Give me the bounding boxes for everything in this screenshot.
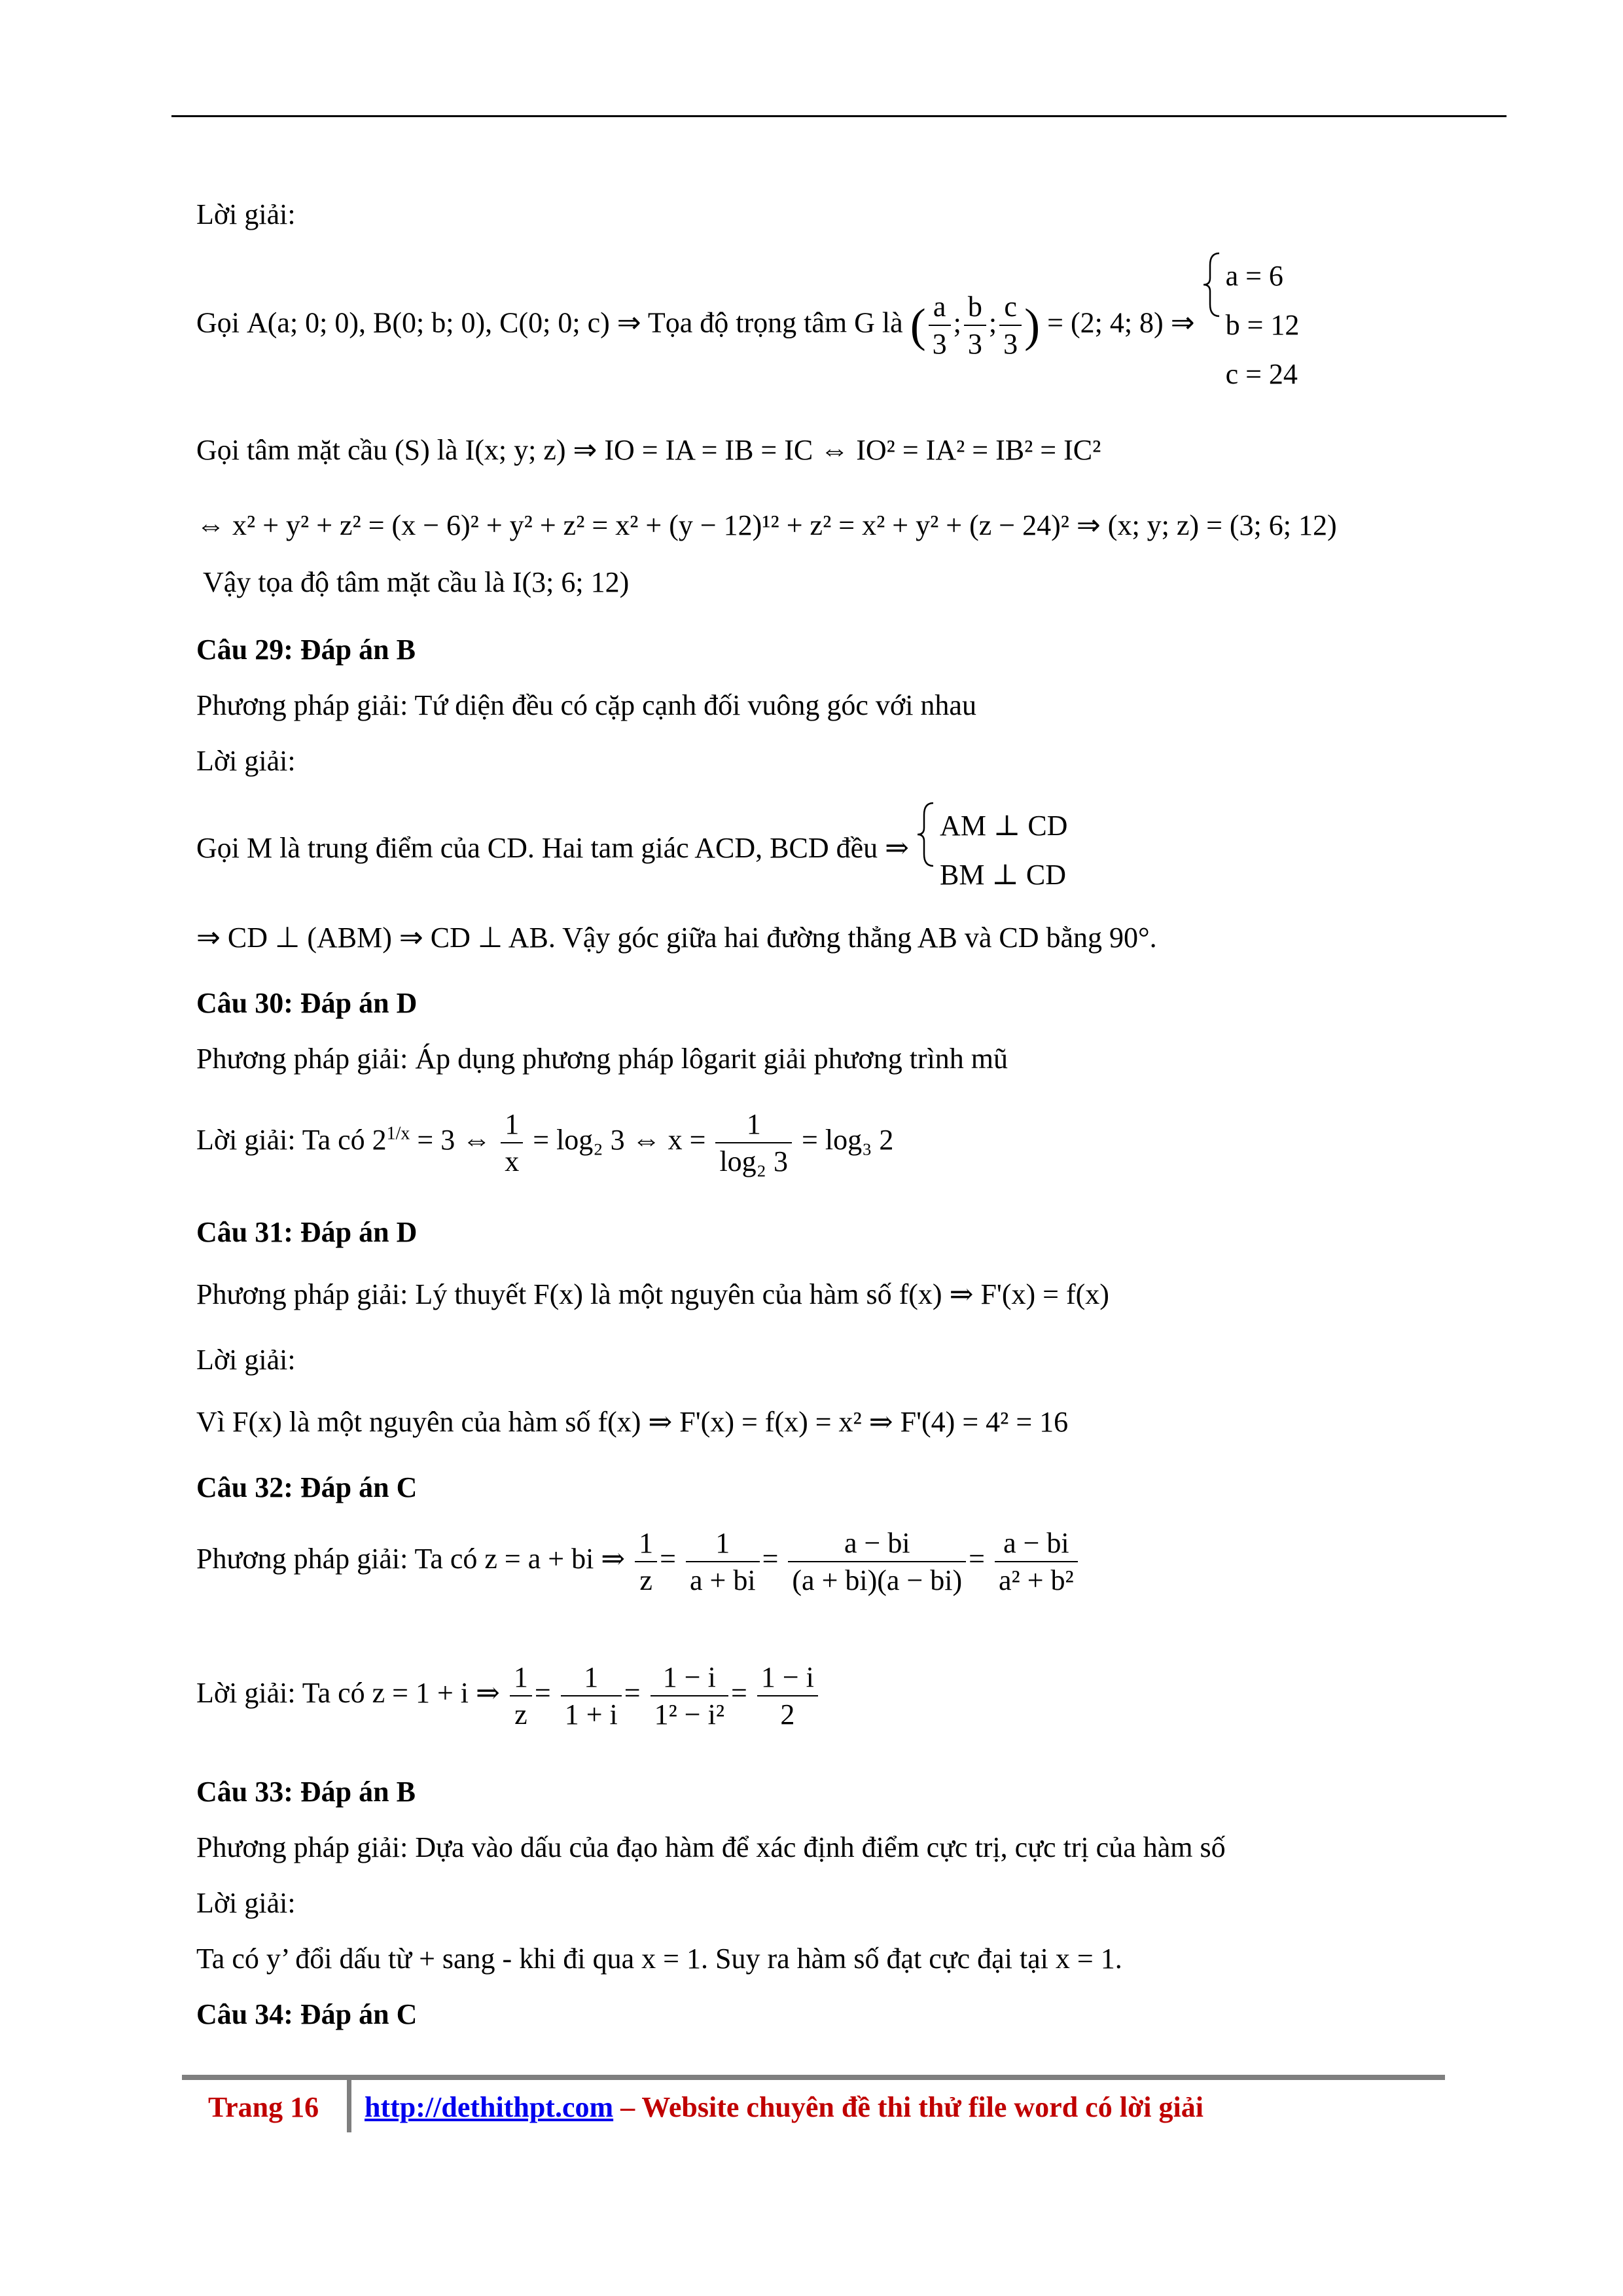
q29-conc-eq: ⇒ CD ⊥ (ABM) ⇒ CD ⊥ AB.	[196, 922, 556, 954]
q32-frac3: $\frac{a - bi}{(a + bi)(a - bi)}$	[788, 1525, 966, 1598]
q34-heading: Câu 34: Đáp án C	[196, 1998, 418, 2030]
sys-row-bm: BM ⊥ CD	[940, 858, 1067, 891]
frac-c3: $\frac{c}{3}$	[999, 289, 1022, 362]
q30-base: 2	[372, 1124, 387, 1157]
sys-row-am: AM ⊥ CD	[940, 810, 1068, 842]
sphere-s: (S)	[395, 434, 430, 466]
q30-frac1: $\frac{1}{x}$	[501, 1106, 523, 1179]
q29-angle: 90°.	[1109, 922, 1157, 954]
q29-heading: Câu 29: Đáp án B	[196, 634, 416, 666]
q32-gfrac4: $\frac{1 - i}{2}$	[757, 1659, 818, 1732]
conclusion-text: Vậy tọa độ tâm mặt cầu là	[203, 566, 505, 598]
q29-conc-text: Vậy góc giữa hai đường thẳng AB và CD bằng	[562, 922, 1103, 954]
brace-icon	[1202, 252, 1222, 317]
q30-frac2: $\frac{1}{\text{log₂ 3}}$	[715, 1106, 792, 1179]
q29-method: Phương pháp giải: Tứ diện đều có cặp cạnh đối vuông góc với nhau	[196, 689, 976, 721]
q32-gfrac3: $\frac{1 - i}{\text{1² − i²}}$	[651, 1659, 728, 1732]
footer-text	[365, 2089, 1204, 2125]
q30-lg: Lời giải: Ta có	[196, 1124, 365, 1157]
loi-giai-label: Lời giải:	[196, 198, 296, 230]
footer-tagline: – Website chuyên đề thi thử file word có lời giải	[613, 2091, 1204, 2123]
q32-frac2: $\frac{1}{a + bi}$	[686, 1525, 760, 1598]
q32-heading: Câu 32: Đáp án C	[196, 1471, 418, 1503]
q30-eq2: = log₂ 3 ⇔ x =	[533, 1124, 706, 1157]
q31-solution-label: Lời giải:	[196, 1344, 296, 1376]
q31-heading: Câu 31: Đáp án D	[196, 1216, 418, 1248]
q30-eq1: = 3 ⇔	[417, 1124, 491, 1157]
q33-solution-label: Lời giải:	[196, 1887, 296, 1919]
perp-system	[916, 802, 1067, 900]
q29-solution-label: Lời giải:	[196, 745, 296, 777]
footer-separator	[347, 2080, 351, 2132]
q29-conclusion	[196, 920, 1157, 956]
q33-method: Phương pháp giải: Dựa vào dấu của đạo hàm để xác định điểm cực trị, cực trị của hàm số	[196, 1831, 1226, 1863]
sphere-la: là	[437, 434, 458, 466]
centroid-tuple: (	[910, 299, 926, 352]
q30-exp: 1/x	[386, 1123, 410, 1144]
goi-prefix: Gọi	[196, 306, 240, 339]
sys-row-a: a = 6	[1225, 260, 1283, 292]
sys-row-c: c = 24	[1225, 357, 1298, 390]
sphere-center-line	[196, 432, 1101, 468]
footer-page-number: Trang 16	[208, 2091, 319, 2123]
q31-solution: Vì F(x) là một nguyên của hàm số f(x) ⇒ F'(x) = f(x) = x² ⇒ F'(4) = 4² = 16	[196, 1406, 1069, 1438]
footer-link[interactable]: http://dethithpt.com	[365, 2091, 614, 2123]
header-rule	[171, 115, 1507, 117]
q29-goi: Gọi M là trung điểm của CD. Hai tam giác ACD, BCD đều ⇒	[196, 831, 910, 864]
brace-icon	[916, 802, 936, 867]
sys-row-b: b = 12	[1225, 308, 1300, 341]
q30-method: Phương pháp giải: Áp dụng phương pháp lôgarit giải phương trình mũ	[196, 1043, 1008, 1075]
centroid-value: = (2; 4; 8) ⇒	[1047, 306, 1195, 339]
centroid-text: Tọa độ trọng tâm G là	[647, 306, 903, 339]
q32-solution: Lời giải: Ta có z = 1 + i ⇒ $\frac{1}{z}$ = $\frac{1}{1 + i}$ = $\frac{1 - i}{\text{1² − i²}}$ = $\frac{1 - i}{2}$	[196, 1659, 821, 1732]
conclusion-line	[203, 564, 629, 600]
sphere-text: Gọi tâm mặt cầu	[196, 434, 388, 466]
q32-method: Phương pháp giải: Ta có z = a + bi ⇒ $\frac{1}{z}$ = $\frac{1}{a + bi}$ = $\frac{a - bi}{(a + bi)(a - bi)}$ = $\frac{a - bi}{\text{a² + b²}}$	[196, 1525, 1080, 1598]
q32-gfrac1: $\frac{1}{z}$	[510, 1659, 532, 1732]
frac-b3: $\frac{b}{3}$	[964, 289, 986, 362]
centroid-line: Gọi A(a; 0; 0), B(0; b; 0), C(0; 0; c) ⇒ Tọa độ trọng tâm G là ( $\frac{a}{3}$ ; $\frac{b}{3}$ ; $\frac{c}{3}$ ) = (2; 4; 8) ⇒ a = 6 b = 12 c = 24	[196, 252, 1299, 399]
q32-ppg: Phương pháp giải: Ta có z = a + bi ⇒	[196, 1543, 626, 1575]
points-abc: A(a; 0; 0), B(0; b; 0), C(0; 0; c) ⇒	[247, 306, 641, 339]
q32-frac1: $\frac{1}{z}$	[635, 1525, 657, 1598]
q32-frac4: $\frac{a - bi}{\text{a² + b²}}$	[995, 1525, 1078, 1598]
q30-eq3: = log₃ 2	[802, 1124, 894, 1157]
q31-method: Phương pháp giải: Lý thuyết F(x) là một nguyên của hàm số f(x) ⇒ F'(x) = f(x)	[196, 1278, 1109, 1310]
footer-rule	[182, 2075, 1445, 2080]
frac-a3: $\frac{a}{3}$	[929, 289, 951, 362]
abc-system	[1202, 252, 1300, 399]
q33-heading: Câu 33: Đáp án B	[196, 1776, 416, 1808]
q33-solution: Ta có y’ đổi dấu từ + sang - khi đi qua x = 1. Suy ra hàm số đạt cực đại tại x = 1.	[196, 1943, 1122, 1975]
q32-gfrac2: $\frac{1}{1 + i}$	[561, 1659, 622, 1732]
long-equation: ⇔ x² + y² + z² = (x − 6)² + y² + z² = x² + (y − 12)¹² + z² = x² + y² + (z − 24)² ⇒ (x; y; z) = (3; 6; 12)	[196, 509, 1337, 541]
q29-goi-line	[196, 802, 1067, 900]
q30-heading: Câu 30: Đáp án D	[196, 987, 418, 1019]
sphere-eq: I(x; y; z) ⇒ IO = IA = IB = IC ⇔ IO² = IA² = IB² = IC²	[465, 434, 1101, 466]
q30-solution	[196, 1106, 893, 1179]
conclusion-eq: I(3; 6; 12)	[512, 566, 630, 598]
q32-lg: Lời giải: Ta có z = 1 + i ⇒	[196, 1677, 500, 1710]
